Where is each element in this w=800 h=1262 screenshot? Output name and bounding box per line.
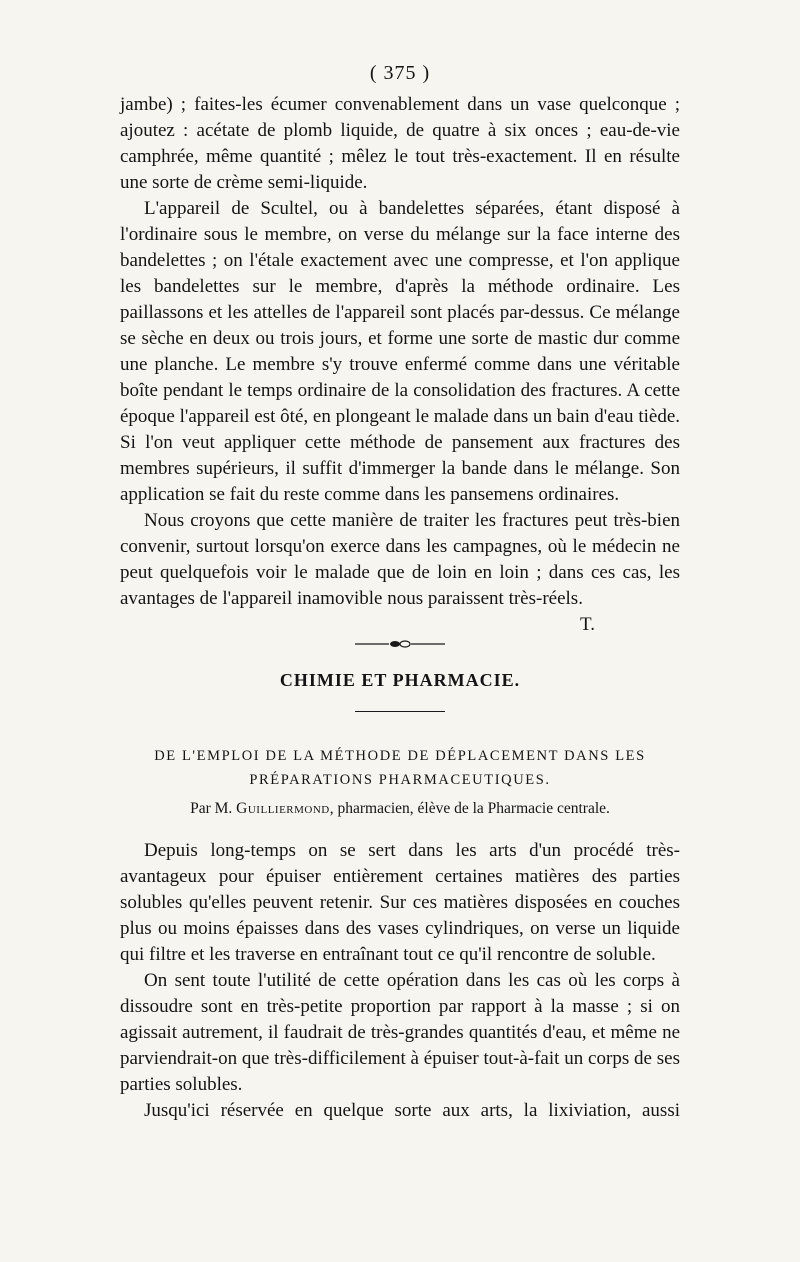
byline-suffix: , pharmacien, élève de la Pharmacie centrale. (329, 800, 610, 817)
paragraph-recipe-end: jambe) ; faites-les écumer convenablement dans un vase quelconque ; ajoutez : acétate de plomb liquide, de quatre à six onces ; eau-de-vie camphrée, même quantité ; mêlez le tout très-exactement. Il en résulte une sorte de crème semi-liquide. (120, 94, 680, 193)
article-body (120, 838, 680, 1124)
page-number: ( 375 ) (369, 62, 431, 84)
byline-prefix: Par M. (190, 800, 233, 817)
paragraph-scultel-apparatus: L'appareil de Scultel, ou à bandelettes séparées, étant disposé à l'ordinaire sous le membre, on verse du mélange sur la face interne des bandelettes ; on l'étale exactement avec une compresse, et l'on applique les bandelettes sur le membre, d'après la méthode ordinaire. Les paillassons et les attelles de l'appareil sont placés par-dessus. Ce mélange se sèche en deux ou trois jours, et forme une sorte de mastic dur comme une planche. Le membre s'y trouve enfermé comme dans une véritable boîte pendant le temps ordinaire de la consolidation des fractures. A cette époque l'appareil est ôté, en plongeant le malade dans un bain d'eau tiède. Si l'on veut appliquer cette méthode de pansement aux fractures des membres supérieurs, il suffit d'immerger la bande dans le mélange. Son application se fait du reste comme dans les pansemens ordinaires. (120, 198, 680, 505)
paragraph-utility: On sent toute l'utilité de cette opération dans les cas où les corps à dissoudre sont en très-petite proportion par rapport à la masse ; si on agissait autrement, il faudrait de très-grandes quantités d'eau, et même ne parviendrait-on que très-difficilement à épuiser tout-à-fait un corps de ses parties solubles. (120, 970, 680, 1095)
paragraph-continued: Jusqu'ici réservée en quelque sorte aux arts, la lixiviation, aussi (144, 1100, 680, 1121)
paragraph-conclusion: Nous croyons que cette manière de traiter les fractures peut très-bien convenir, surtout lorsqu'on exerce dans les campagnes, où le médecin ne peut quelquefois voir le malade que de loin en loin ; dans ces cas, les avantages de l'appareil inamovible nous paraissent très-réels. (120, 510, 680, 609)
article-title-line-1: DE L'EMPLOI DE LA MÉTHODE DE DÉPLACEMENT DANS LES (154, 748, 646, 764)
article-byline (0, 800, 800, 818)
paragraph-lixiviation-intro: Depuis long-temps on se sert dans les arts d'un procédé très-avantageux pour épuiser entièrement certaines matières des parties solubles qu'elles peuvent retenir. Sur ces matières disposées en couches plus ou moins épaisses dans des vases cylindriques, on verse un liquide qui filtre et les traverse en entraînant tout ce qu'il rencontre de soluble. (120, 840, 680, 965)
top-section (120, 92, 680, 612)
author-signature: T. (580, 614, 595, 635)
article-title-line-2: PRÉPARATIONS PHARMACEUTIQUES. (249, 772, 551, 788)
ornament-divider (355, 638, 445, 650)
section-rule (355, 711, 445, 712)
author-name: Guilliermond (236, 800, 330, 817)
section-title: CHIMIE ET PHARMACIE. (279, 670, 521, 690)
